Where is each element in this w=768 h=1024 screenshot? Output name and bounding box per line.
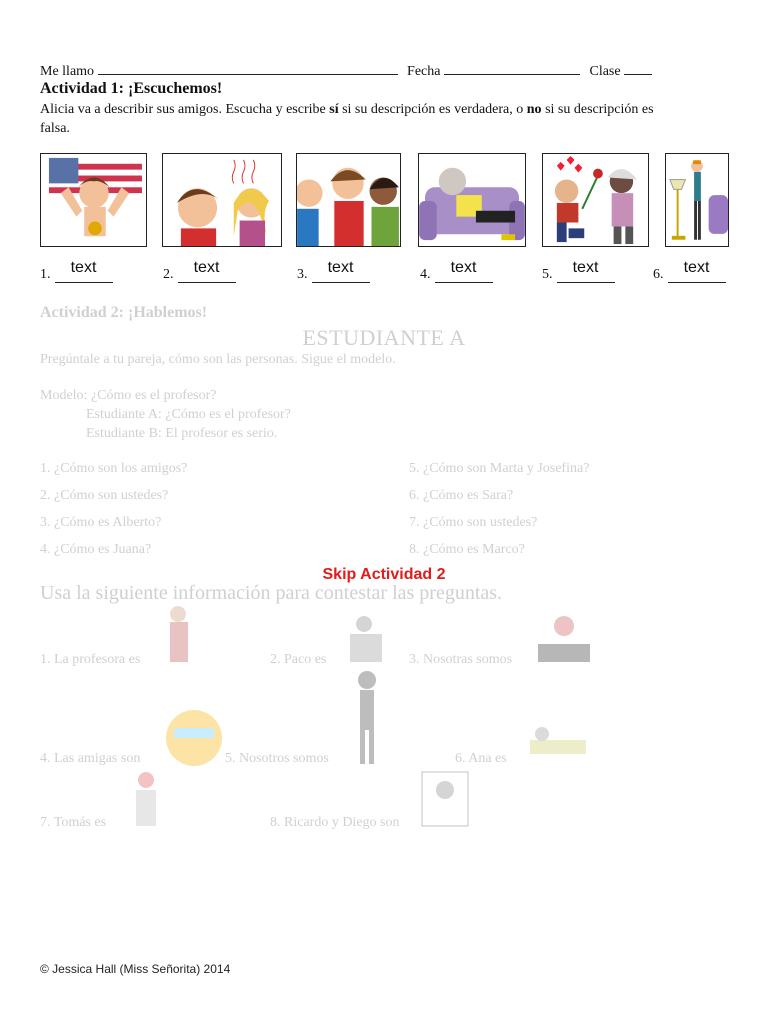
copyright-footer: © Jessica Hall (Miss Señorita) 2014 — [40, 962, 231, 976]
activity2-instructions: Pregúntale a tu pareja, cómo son las personas. Sigue el modelo. — [40, 352, 396, 367]
activity1-instructions: Alicia va a describir sus amigos. Escucha y escribe sí si su descripción es verdadera, o no si su descripción es falsa. — [40, 102, 654, 136]
name-field[interactable] — [98, 60, 398, 75]
clipart-tall-figure-image — [352, 668, 382, 768]
answer-blank-3[interactable]: text — [312, 262, 370, 283]
skip-activity-note: Skip Actividad 2 — [322, 566, 446, 583]
activity2-title: Actividad 2: ¡Hablemos! — [40, 304, 208, 321]
question-7: 7. ¿Cómo son ustedes? — [409, 515, 538, 530]
picture-6-tall-person-lamp — [665, 153, 729, 247]
statement-6: 6. Ana es — [455, 751, 507, 766]
statement-7: 7. Tomás es — [40, 815, 107, 830]
clipart-paco-image — [342, 612, 390, 666]
info-section-title: Usa la siguiente información para contestar las preguntas. — [40, 582, 503, 604]
class-field[interactable] — [624, 60, 652, 75]
answer-4: 4. text — [420, 262, 493, 286]
model-line-3: Estudiante B: El profesor es serio. — [86, 426, 278, 441]
picture-5-romantic-couple — [542, 153, 649, 247]
class-label: Clase — [589, 64, 621, 79]
answer-blank-1[interactable]: text — [55, 262, 113, 283]
statement-5: 5. Nosotros somos — [225, 751, 329, 766]
picture-2-angry-friends — [162, 153, 282, 247]
model-line-1: Modelo: ¿Cómo es el profesor? — [40, 388, 217, 403]
date-field[interactable] — [444, 60, 580, 75]
activity1-title: Actividad 1: ¡Escuchemos! — [40, 80, 223, 97]
picture-3-group-friends — [296, 153, 401, 247]
answer-3: 3. text — [297, 262, 370, 286]
answer-blank-5[interactable]: text — [557, 262, 615, 283]
name-date-class-row — [40, 60, 652, 80]
statement-8: 8. Ricardo y Diego son — [270, 815, 400, 830]
clipart-smiley-glasses-image — [162, 706, 226, 770]
answer-blank-6[interactable]: text — [668, 262, 726, 283]
question-1: 1. ¿Cómo son los amigos? — [40, 461, 188, 476]
clipart-relaxing-image — [520, 722, 596, 770]
student-a-heading: ESTUDIANTE A — [302, 325, 466, 350]
question-6: 6. ¿Cómo es Sara? — [409, 488, 514, 503]
answer-5: 5. text — [542, 262, 615, 286]
name-label: Me llamo — [40, 64, 95, 79]
model-line-2: Estudiante A: ¿Cómo es el profesor? — [86, 407, 291, 422]
date-label: Fecha — [407, 64, 441, 79]
answer-2: 2. text — [163, 262, 236, 286]
statement-2: 2. Paco es — [270, 652, 327, 667]
answer-blank-2[interactable]: text — [178, 262, 236, 283]
clipart-office-image — [534, 610, 594, 666]
question-5: 5. ¿Cómo son Marta y Josefina? — [409, 461, 590, 476]
question-8: 8. ¿Cómo es Marco? — [409, 542, 525, 557]
picture-4-lazy-man-couch — [418, 153, 526, 247]
statement-3: 3. Nosotras somos — [409, 652, 513, 667]
clipart-teacher-image — [160, 604, 200, 666]
question-4: 4. ¿Cómo es Juana? — [40, 542, 152, 557]
answer-6: 6. text — [653, 262, 726, 286]
clipart-tomas-image — [128, 770, 164, 830]
statement-4: 4. Las amigas son — [40, 751, 141, 766]
answer-1: 1. text — [40, 262, 113, 286]
clipart-framed-person-image — [420, 770, 470, 828]
question-2: 2. ¿Cómo son ustedes? — [40, 488, 169, 503]
picture-1-proud-man-flag — [40, 153, 147, 247]
statement-1: 1. La profesora es — [40, 652, 141, 667]
answer-blank-4[interactable]: text — [435, 262, 493, 283]
question-3: 3. ¿Cómo es Alberto? — [40, 515, 162, 530]
